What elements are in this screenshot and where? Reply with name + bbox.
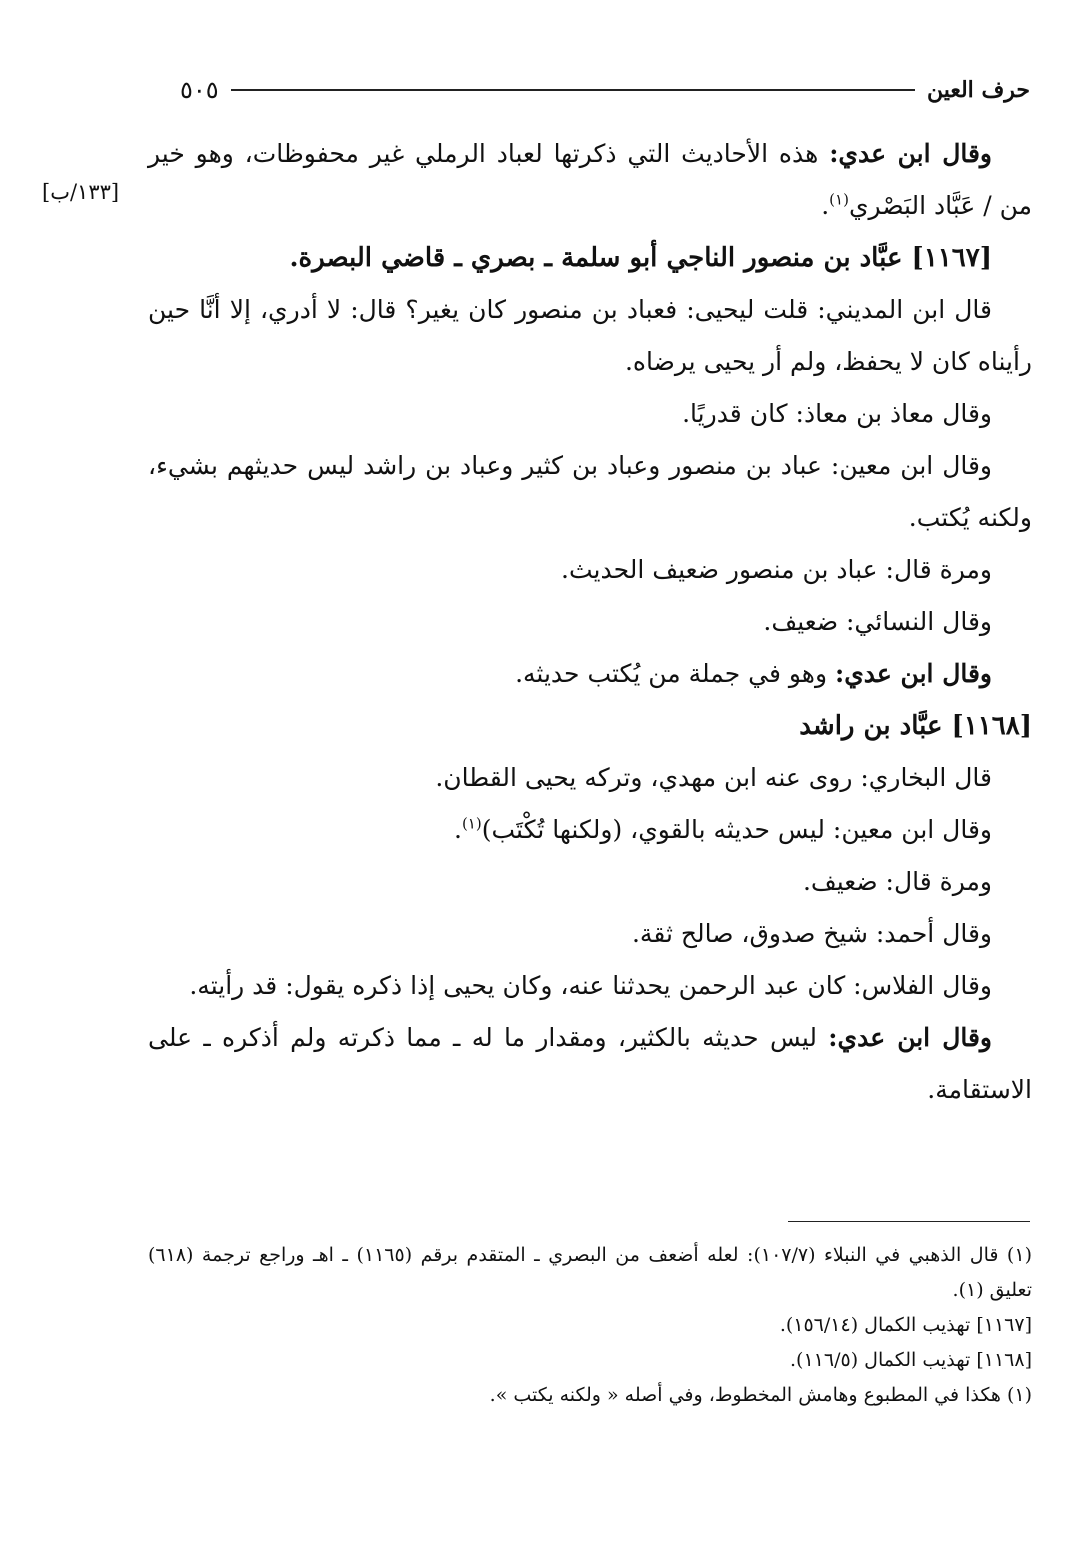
paragraph-muadh: وقال معاذ بن معاذ: كان قدريًا. (682, 399, 992, 428)
footnotes (148, 1238, 1032, 1413)
header-rule (231, 89, 915, 91)
page-number: ٥٠٥ (180, 76, 219, 104)
footnote-separator (788, 1221, 1030, 1222)
footnote-marker: (١) (829, 190, 849, 209)
paragraph-ibn-adi-3 (148, 1012, 1032, 1116)
footnote-marker: (١) (461, 814, 482, 833)
footnote-1167-source: [١١٦٧] تهذيب الكمال (١٥٦/١٤). (779, 1314, 1032, 1336)
entry-heading-1167: [١١٦٧] عبَّاد بن منصور الناجي أبو سلمة ـ بصري ـ قاضي البصرة. (289, 243, 992, 273)
paragraph-fallas: وقال الفلاس: كان عبد الرحمن يحدثنا عنه، وكان يحيى إذا ذكره يقول: قد رأيته. (189, 971, 992, 1000)
paragraph-ibn-adi-2 (148, 648, 1032, 700)
paragraph-another-time-2: ومرة قال: ضعيف. (802, 867, 992, 896)
paragraph-text: وهو في جملة من يُكتب حديثه. (515, 659, 836, 688)
chapter-title: حرف العين (926, 77, 1030, 103)
paragraph-text: وقال ابن معين: ليس حديثه بالقوي، (ولكنها تُكْتَب) (481, 815, 992, 844)
paragraph-end: . (453, 815, 462, 844)
paragraph-bukhari: قال البخاري: روى عنه ابن مهدي، وتركه يحيى القطان. (435, 763, 992, 792)
paragraph-text: هذه الأحاديث التي ذكرتها لعباد الرملي غير محفوظات، وهو خير من / عَبَّاد البَصْري (148, 139, 1032, 220)
paragraph-ahmad: وقال أحمد: شيخ صدوق، صالح ثقة. (631, 919, 992, 948)
manuscript-folio-ref: [١٣٣/ب] (42, 180, 120, 204)
speaker-label: وقال ابن عدي: (835, 659, 992, 688)
paragraph-another-time-1: ومرة قال: عباد بن منصور ضعيف الحديث. (561, 555, 992, 584)
speaker-label: وقال ابن عدي: (828, 1023, 993, 1052)
main-text (148, 128, 1032, 1116)
paragraph-ibn-main-2 (148, 804, 1032, 856)
speaker-label: وقال ابن عدي: (829, 139, 993, 168)
paragraph-ibn-adi-1 (148, 128, 1032, 232)
paragraph-ibn-madini: قال ابن المديني: قلت ليحيى: فعباد بن منصور كان يغير؟ قال: لا أدري، إلا أنَّا حين رأيناه كان لا يحفظ، ولم أر يحيى يرضاه. (148, 295, 1032, 376)
footnote-1168-source: [١١٦٨] تهذيب الكمال (١١٦/٥). (790, 1349, 1032, 1371)
footnote-1: (١) قال الذهبي في النبلاء (١٠٧/٧): لعله أضعف من البصري ـ المتقدم برقم (١١٦٥) ـ اهـ وراجع ترجمة (٦١٨) تعليق (١). (148, 1244, 1032, 1301)
paragraph-nasai: وقال النسائي: ضعيف. (763, 607, 992, 636)
running-header (180, 70, 1030, 110)
paragraph-text: ليس حديثه بالكثير، ومقدار ما له ـ مما ذكرته ولم أذكره ـ على الاستقامة. (148, 1023, 1032, 1104)
footnote-2: (١) هكذا في المطبوع وهامش المخطوط، وفي أصله « ولكنه يكتب ». (489, 1384, 1032, 1406)
paragraph-ibn-main-1: وقال ابن معين: عباد بن منصور وعباد بن كثير وعباد بن راشد ليس حديثهم بشيء، ولكنه يُكتب. (148, 451, 1032, 532)
entry-heading-1168: [١١٦٨] عبَّاد بن راشد (799, 711, 1032, 741)
paragraph-end: . (821, 191, 830, 220)
